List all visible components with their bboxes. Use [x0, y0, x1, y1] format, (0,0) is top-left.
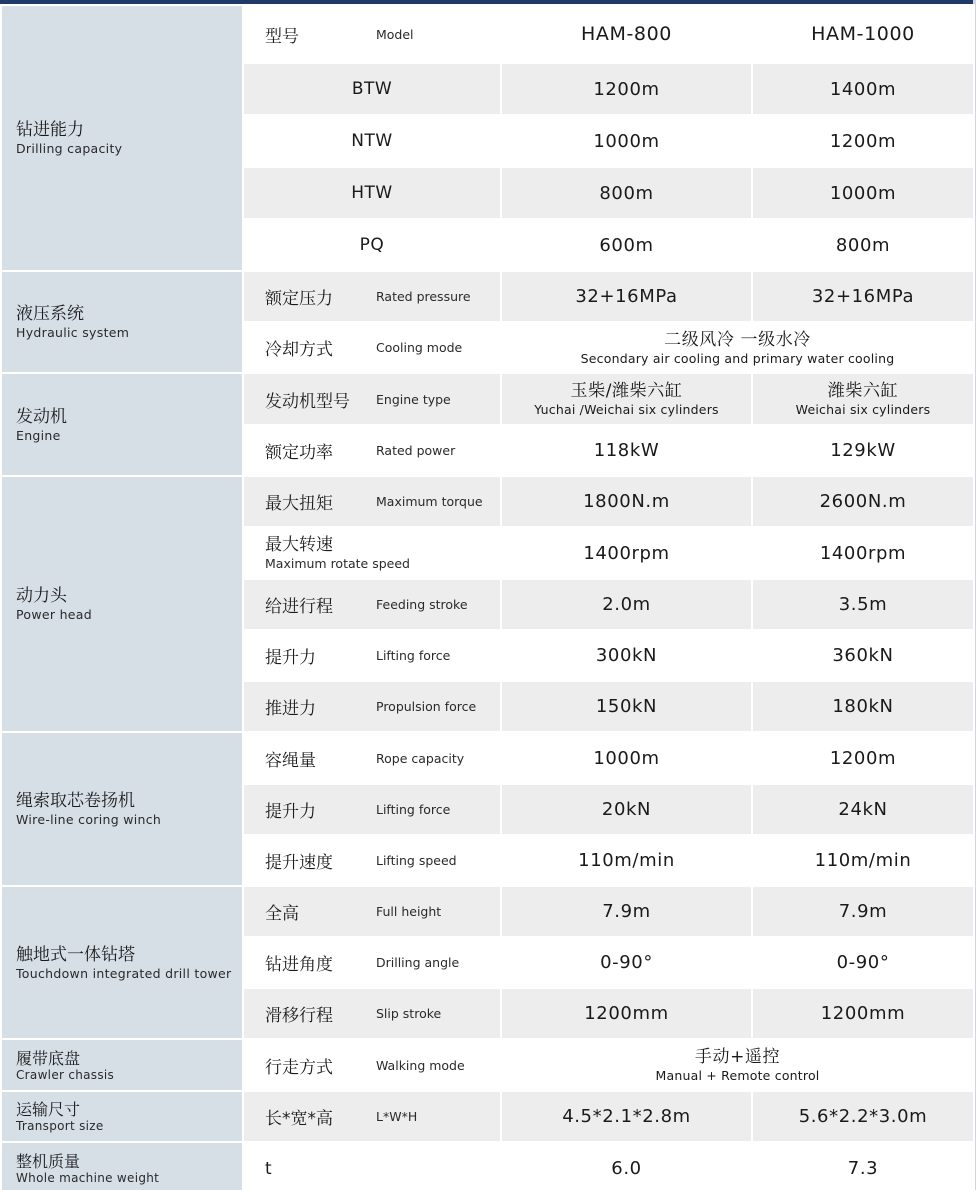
value-merged	[501, 1039, 974, 1091]
value-ham-1000	[752, 373, 974, 425]
item-label-en: Model	[376, 26, 414, 42]
value-ham-800: 110m/min	[501, 835, 752, 886]
item-label	[243, 988, 501, 1039]
value-merged	[501, 322, 974, 373]
item-label	[243, 886, 501, 937]
item-label	[243, 425, 501, 476]
item-label	[243, 784, 501, 835]
value-ham-1000: 32+16MPa	[752, 271, 974, 322]
item-label-zh: 发动机型号	[265, 391, 350, 412]
item-label-zh: 钻进角度	[265, 955, 333, 975]
value-ham-800: 1400rpm	[501, 527, 752, 579]
item-label	[243, 1091, 501, 1142]
value-ham-800: 32+16MPa	[501, 271, 752, 322]
table-row	[1, 1039, 974, 1091]
category-label-zh: 触地式一体钻塔	[16, 944, 135, 965]
item-label-zh: 提升力	[265, 802, 316, 822]
item-label	[243, 937, 501, 988]
item-label	[243, 1039, 501, 1091]
value-ham-1000: 3.5m	[752, 579, 974, 630]
table-row	[1, 886, 974, 937]
item-label-zh: 容绳量	[265, 750, 316, 771]
category-label-en: Crawler chassis	[16, 1067, 115, 1082]
category-label-en: Drilling capacity	[16, 141, 123, 156]
category-hydraulic-system	[1, 271, 243, 373]
item-label: NTW	[243, 115, 501, 167]
item-label-zh: 最大转速	[265, 535, 333, 555]
category-label-en: Power head	[16, 607, 92, 622]
value-ham-800: 20kN	[501, 784, 752, 835]
item-label-en: Lifting force	[376, 802, 451, 817]
value-ham-1000: 1200m	[752, 115, 974, 167]
value-ham-800: 6.0	[501, 1142, 752, 1190]
value-ham-800: 1200m	[501, 63, 752, 115]
value-ham-1000: 0-90°	[752, 937, 974, 988]
item-label-zh: 滑移行程	[265, 1006, 333, 1026]
category-transport-size	[1, 1091, 243, 1142]
item-label-zh: 提升速度	[265, 853, 333, 873]
item-label	[243, 630, 501, 681]
category-drilling-capacity	[1, 5, 243, 271]
value-ham-800: 118kW	[501, 425, 752, 476]
value-ham-1000: 360kN	[752, 630, 974, 681]
item-label	[243, 322, 501, 373]
value-ham-800: 1000m	[501, 732, 752, 784]
value-ham-1000: 7.3	[752, 1142, 974, 1190]
item-label	[243, 373, 501, 425]
value-ham-1000: 7.9m	[752, 886, 974, 937]
item-label-en: Engine type	[376, 391, 451, 407]
category-label-zh: 履带底盘	[16, 1048, 81, 1068]
category-label-en: Transport size	[16, 1119, 104, 1133]
item-label-zh: 冷却方式	[265, 340, 333, 360]
item-label-en: Cooling mode	[376, 340, 463, 355]
item-label-en: L*W*H	[376, 1109, 418, 1124]
table-row	[1, 476, 974, 527]
item-label-zh: 给进行程	[265, 597, 333, 617]
item-label-en: Maximum rotate speed	[265, 556, 410, 571]
spec-table	[0, 4, 975, 1190]
category-label-en: Whole machine weight	[16, 1171, 160, 1185]
category-label-en: Touchdown integrated drill tower	[16, 965, 232, 981]
value-ham-1000: 1200mm	[752, 988, 974, 1039]
item-label-en: Feeding stroke	[376, 597, 468, 612]
value-ham-800: 800m	[501, 167, 752, 219]
value-ham-1000: 1400rpm	[752, 527, 974, 579]
value-ham-1000: 24kN	[752, 784, 974, 835]
item-label-zh: 全高	[265, 904, 299, 924]
model-label	[243, 5, 501, 63]
value-zh: 二级风冷 一级水冷	[664, 329, 811, 350]
value-en: Secondary air cooling and primary water cooling	[580, 350, 895, 366]
category-drill-tower	[1, 886, 243, 1039]
item-label-zh: 最大扭矩	[265, 494, 333, 514]
category-crawler-chassis	[1, 1039, 243, 1091]
item-label-en: Rated pressure	[376, 289, 471, 304]
item-label	[243, 1142, 501, 1190]
value-ham-1000: 1000m	[752, 167, 974, 219]
table-row	[1, 271, 974, 322]
category-label-en: Engine	[16, 427, 61, 443]
item-label-en: Maximum torque	[376, 494, 483, 509]
item-label	[243, 271, 501, 322]
item-label-en: Slip stroke	[376, 1006, 442, 1021]
value-ham-800: 7.9m	[501, 886, 752, 937]
value-ham-1000: 2600N.m	[752, 476, 974, 527]
value-zh: 手动+遥控	[694, 1047, 781, 1067]
value-ham-1000: 1200m	[752, 732, 974, 784]
category-label-zh: 液压系统	[16, 304, 84, 324]
value-ham-1000: 5.6*2.2*3.0m	[752, 1091, 974, 1142]
value-en: Weichai six cylinders	[795, 402, 931, 417]
item-label	[243, 579, 501, 630]
value-en: Yuchai /Weichai six cylinders	[534, 402, 719, 417]
value-ham-800: 4.5*2.1*2.8m	[501, 1091, 752, 1142]
item-label: PQ	[243, 219, 501, 271]
item-label-en: Rope capacity	[376, 750, 465, 766]
category-power-head	[1, 476, 243, 732]
value-zh: 玉柴/潍柴六缸	[570, 381, 683, 401]
category-label-zh: 动力头	[16, 586, 67, 606]
category-label-zh: 运输尺寸	[16, 1100, 81, 1119]
table-row	[1, 1091, 974, 1142]
category-label-zh: 绳索取芯卷扬机	[16, 791, 135, 811]
item-label-zh: 行走方式	[265, 1057, 333, 1078]
item-label-zh: 额定压力	[265, 289, 333, 309]
value-zh: 潍柴六缸	[827, 381, 899, 401]
value-ham-1000: 1400m	[752, 63, 974, 115]
category-machine-weight	[1, 1142, 243, 1190]
item-label-en: Walking mode	[376, 1057, 465, 1073]
category-label-zh: 钻进能力	[16, 120, 84, 140]
category-engine	[1, 373, 243, 476]
value-ham-800	[501, 373, 752, 425]
value-ham-800: 1200mm	[501, 988, 752, 1039]
value-en: Manual + Remote control	[655, 1068, 820, 1083]
value-ham-800: 1000m	[501, 115, 752, 167]
item-label	[243, 835, 501, 886]
item-label: HTW	[243, 167, 501, 219]
value-ham-800: 0-90°	[501, 937, 752, 988]
table-row	[1, 373, 974, 425]
item-label-en: Lifting force	[376, 648, 451, 663]
item-label-unit: t	[265, 1158, 272, 1179]
item-label-zh: 长*宽*高	[265, 1109, 333, 1129]
value-ham-800: 150kN	[501, 681, 752, 732]
value-ham-1000: 180kN	[752, 681, 974, 732]
item-label	[243, 527, 501, 579]
item-label	[243, 681, 501, 732]
category-label-en: Wire-line coring winch	[16, 812, 162, 827]
item-label-zh: 额定功率	[265, 443, 333, 463]
model-ham-1000: HAM-1000	[752, 5, 974, 63]
item-label-zh: 推进力	[265, 699, 316, 719]
category-wire-line-winch	[1, 732, 243, 886]
value-ham-1000: 800m	[752, 219, 974, 271]
value-ham-800: 600m	[501, 219, 752, 271]
item-label	[243, 476, 501, 527]
table-row-model	[1, 5, 974, 63]
category-label-zh: 整机质量	[16, 1152, 81, 1171]
value-ham-800: 2.0m	[501, 579, 752, 630]
value-ham-1000: 129kW	[752, 425, 974, 476]
model-ham-800: HAM-800	[501, 5, 752, 63]
item-label-en: Rated power	[376, 443, 456, 458]
value-ham-800: 300kN	[501, 630, 752, 681]
item-label-en: Lifting speed	[376, 853, 457, 868]
item-label-en: Propulsion force	[376, 699, 477, 714]
item-label: BTW	[243, 63, 501, 115]
item-label-zh: 型号	[265, 26, 299, 47]
category-label-zh: 发动机	[16, 406, 67, 427]
item-label-en: Drilling angle	[376, 955, 460, 970]
item-label-en: Full height	[376, 904, 442, 919]
item-label	[243, 732, 501, 784]
value-ham-1000: 110m/min	[752, 835, 974, 886]
table-row	[1, 1142, 974, 1190]
value-ham-800: 1800N.m	[501, 476, 752, 527]
category-label-en: Hydraulic system	[16, 325, 130, 340]
item-label-zh: 提升力	[265, 648, 316, 668]
table-row	[1, 732, 974, 784]
